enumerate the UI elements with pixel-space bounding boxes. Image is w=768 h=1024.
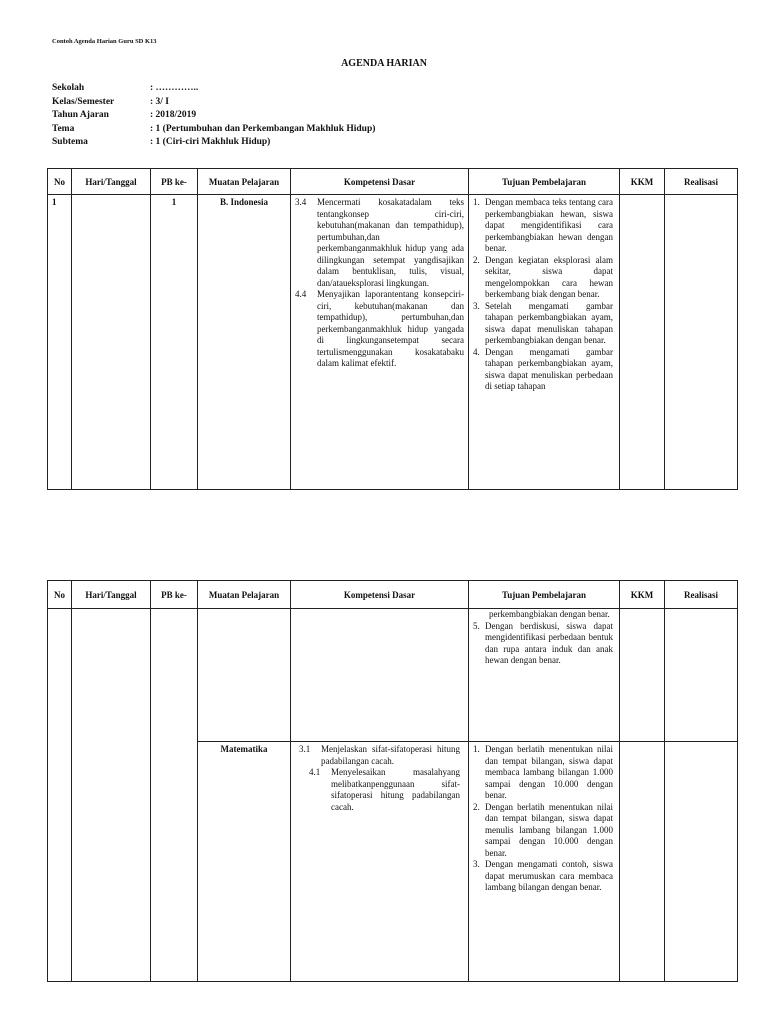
cell-kkm — [620, 609, 665, 742]
info-value: : 1 (Ciri-ciri Makhluk Hidup) — [150, 137, 271, 147]
table-row — [48, 609, 738, 742]
tujuan-item: 1. Dengan membaca teks tentang cara perkembangbiakan hewan, siswa dapat mengidentifikasi cara perkembangbiakan hewan dengan benar. — [473, 197, 613, 253]
info-row-sekolah — [52, 82, 375, 96]
cell-muatan: Matematika — [198, 742, 291, 982]
info-key: Sekolah — [52, 83, 85, 93]
info-row-subtema — [52, 136, 375, 150]
cell-tujuan — [469, 609, 620, 742]
header-pb: PB ke- — [151, 169, 198, 195]
cell-pb: 1 — [151, 195, 198, 490]
cell-no: 1 — [48, 195, 72, 490]
info-key: Tahun Ajaran — [52, 110, 109, 120]
header-row — [48, 169, 738, 195]
kd-item: 3.1 Menjelaskan sifat-sifatoperasi hitung padabilangan cacah. — [299, 744, 460, 766]
cell-muatan: B. Indonesia — [198, 195, 291, 490]
header-pb: PB ke- — [151, 581, 198, 609]
kd-item: 4.4 Menyajikan laporantentang konsepciri-ciri, kebutuhan(makanan dan tempathidup), pertumbuhan,dan perkembanganmakhluk hidup yangada di lingkungansetempat secara tertulismenggunakan kosakatabaku dalam kalimat efektif. — [295, 289, 464, 368]
header-row — [48, 581, 738, 609]
tujuan-item: 2. Dengan berlatih menentukan nilai dan tempat bilangan, siswa dapat menulis lambang bilangan 1.000 sampai dengan 10.000 dengan benar. — [473, 801, 613, 858]
table-row — [48, 195, 738, 490]
header-no: No — [48, 169, 72, 195]
tujuan-item: 3. Setelah mengamati gambar tahapan perkembangbiakan ayam, siswa dapat menuliskan tahapan perkembangbiakan dengan benar. — [473, 300, 613, 345]
info-value: : 1 (Pertumbuhan dan Perkembangan Makhluk Hidup) — [150, 123, 376, 134]
cell-kkm — [620, 195, 665, 490]
cell-hari-tanggal — [72, 195, 151, 490]
info-row-tema — [52, 123, 375, 137]
cell-no — [48, 609, 72, 982]
header-tujuan: Tujuan Pembelajaran — [469, 169, 620, 195]
cell-kompetensi-dasar — [291, 742, 469, 982]
cell-realisasi — [665, 609, 738, 742]
header-hari-tanggal: Hari/Tanggal — [72, 581, 151, 609]
info-value: : 3/ I — [150, 96, 169, 107]
header-tujuan: Tujuan Pembelajaran — [469, 581, 620, 609]
cell-muatan — [198, 609, 291, 742]
document-title: AGENDA HARIAN — [341, 58, 427, 69]
info-value: : ………….. — [150, 83, 199, 93]
cell-pb — [151, 609, 198, 982]
info-row-kelas — [52, 96, 375, 110]
kd-item: 3.4 Mencermati kosakatadalam teks tentangkonsep ciri-ciri, kebutuhan(makanan dan tempathidup), pertumbuhan,dan perkembanganmakhluk hidup yang ada dilingkungan setempat yangdisajikan dalam bentuklisan, tulis, visual, dan/ataueksplorasi lingkungan. — [295, 197, 464, 288]
header-realisasi: Realisasi — [665, 581, 738, 609]
document-label: Contoh Agenda Harian Guru SD K13 — [52, 38, 157, 45]
cell-realisasi — [665, 742, 738, 982]
info-value: : 2018/2019 — [150, 110, 197, 120]
header-kkm: KKM — [620, 169, 665, 195]
tujuan-item: 4. Dengan mengamati gambar tahapan perkembangbiakan ayam, siswa dapat menuliskan perbedaan di setiap tahapan — [473, 346, 613, 391]
tujuan-item: 2. Dengan kegiatan eksplorasi alam sekitar, siswa dapat mengelompokkan cara hewan berkembang biak dengan benar. — [473, 254, 613, 299]
info-key: Kelas/Semester — [52, 96, 115, 107]
header-kkm: KKM — [620, 581, 665, 609]
cell-tujuan — [469, 195, 620, 490]
agenda-table-1 — [47, 168, 738, 490]
tujuan-continued: perkembangbiakan dengan benar. — [489, 609, 610, 619]
header-hari-tanggal: Hari/Tanggal — [72, 169, 151, 195]
info-key: Subtema — [52, 137, 88, 147]
header-kompetensi-dasar: Kompetensi Dasar — [291, 581, 469, 609]
cell-hari-tanggal — [72, 609, 151, 982]
cell-realisasi — [665, 195, 738, 490]
header-muatan: Muatan Pelajaran — [198, 169, 291, 195]
header-kompetensi-dasar: Kompetensi Dasar — [291, 169, 469, 195]
kd-item: 4.1 Menyelesaikan masalahyang melibatkanpenggunaan sifat-sifatoperasi hitung padabilangan cacah. — [309, 767, 460, 812]
info-row-tahun — [52, 109, 375, 123]
info-block — [52, 82, 375, 150]
cell-kkm — [620, 742, 665, 982]
agenda-table-2 — [47, 580, 738, 982]
cell-tujuan — [469, 742, 620, 982]
tujuan-item: 5. Dengan berdiskusi, siswa dapat mengidentifikasi perbedaan bentuk dan rupa antara induk dan anak hewan dengan benar. — [473, 620, 613, 665]
cell-kompetensi-dasar — [291, 195, 469, 490]
tujuan-item: 3. Dengan mengamati contoh, siswa dapat merumuskan cara membaca lambang bilangan dengan benar. — [473, 859, 613, 892]
cell-kompetensi-dasar — [291, 609, 469, 742]
tujuan-item: 1. Dengan berlatih menentukan nilai dan tempat bilangan, siswa dapat membaca lambang bilangan 1.000 sampai dengan 10.000 dengan benar. — [473, 744, 613, 800]
header-realisasi: Realisasi — [665, 169, 738, 195]
header-muatan: Muatan Pelajaran — [198, 581, 291, 609]
info-key: Tema — [52, 123, 75, 134]
header-no: No — [48, 581, 72, 609]
